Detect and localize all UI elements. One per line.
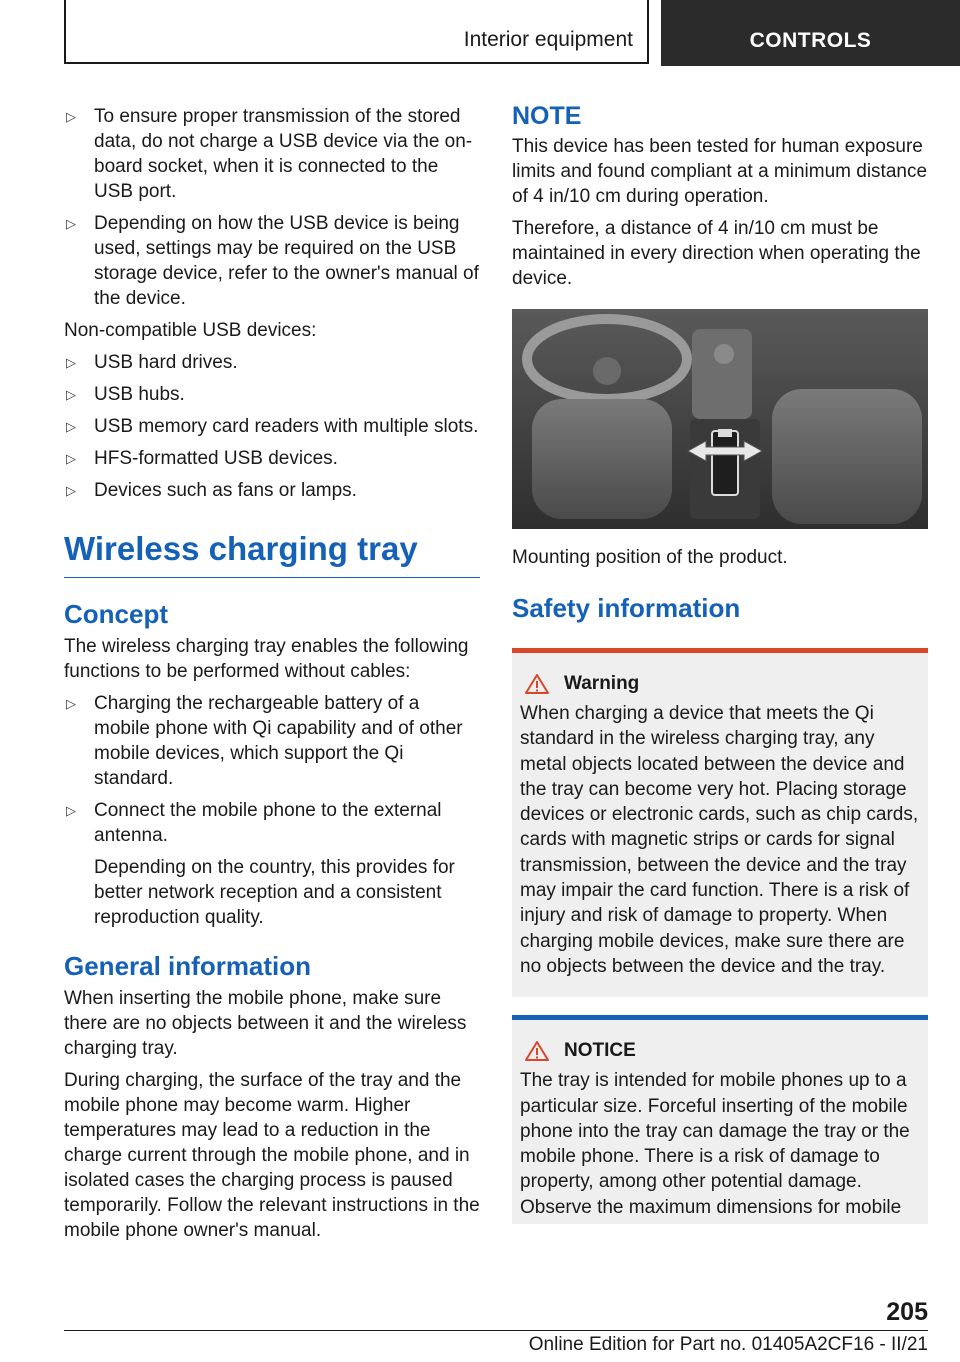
wireless-heading: Wireless charging tray xyxy=(64,529,480,578)
list-item: ▷ USB memory card readers with multiple slots. xyxy=(66,416,479,437)
footer-edition: Online Edition for Part no. 01405A2CF16 - II/21 xyxy=(528,1334,928,1355)
list-item: ▷ HFS-formatted USB devices. xyxy=(66,448,338,469)
car-interior-illustration xyxy=(512,309,928,529)
list-item: ▷ To ensure proper transmission of the stored data, do not charge a USB device via the on-board socket, when it is connected to the USB port. xyxy=(66,106,473,202)
noncompat-list xyxy=(64,350,480,503)
notice-text: The tray is intended for mobile phones up to a particular size. Forceful inserting of the mobile phone into the tray can damage the tray or the mobile phone. There is a risk of damage to property, among other potential damage. Observe the maximum dimensions for mobile xyxy=(520,1070,910,1218)
note-paragraph: This device has been tested for human exposure limits and found compliant at a minimum distance of 4 in/10 cm during operation. xyxy=(512,136,928,207)
noncompat-label: Non-compatible USB devices: xyxy=(64,320,317,341)
notice-triangle-icon xyxy=(524,1040,550,1062)
general-heading: General information xyxy=(64,951,312,981)
page-header xyxy=(64,0,960,66)
list-item: ▷ USB hard drives. xyxy=(66,352,238,373)
list-item: ▷ Charging the rechargeable battery of a mobile phone with Qi capability and of other mobile devices, which support the Qi standard. xyxy=(66,693,463,789)
chapter-tab xyxy=(661,0,960,66)
warning-title: Warning xyxy=(564,673,640,694)
triangle-bullet-icon: ▷ xyxy=(66,216,76,231)
right-column xyxy=(512,100,928,1224)
general-paragraph: When inserting the mobile phone, make sure there are no objects between it and the wireless charging tray. xyxy=(64,988,467,1059)
triangle-bullet-icon: ▷ xyxy=(66,483,76,498)
page-number: 205 xyxy=(886,1298,928,1326)
list-item: ▷ USB hubs. xyxy=(66,384,185,405)
general-paragraph: During charging, the surface of the tray and the mobile phone may become warm. Higher temperatures may lead to a reduction in the charge current through the mobile phone, and in isolated cases the charging process is paused temporarily. Follow the relevant instructions in the mobile phone owner's manual. xyxy=(64,1070,480,1241)
list-item: ▷ Connect the mobile phone to the external antenna. Depending on the country, this provides for better network reception and a consistent reproduction quality. xyxy=(64,798,480,930)
section-title: Interior equipment xyxy=(463,28,633,51)
note-paragraph: Therefore, a distance of 4 in/10 cm must be maintained in every direction when operating the device. xyxy=(512,218,921,289)
safety-heading: Safety information xyxy=(512,593,741,623)
warning-box xyxy=(512,648,928,997)
footer-divider xyxy=(64,1330,928,1331)
note-heading: NOTE xyxy=(512,102,582,130)
triangle-bullet-icon: ▷ xyxy=(66,451,76,466)
left-column xyxy=(64,104,480,1250)
notice-box xyxy=(512,1015,928,1224)
triangle-bullet-icon: ▷ xyxy=(66,387,76,402)
usb-bullet-list xyxy=(64,104,480,311)
triangle-bullet-icon: ▷ xyxy=(66,803,76,818)
concept-list xyxy=(64,691,480,930)
list-item: ▷ Devices such as fans or lamps. xyxy=(66,480,357,501)
concept-subtext: Depending on the country, this provides for better network reception and a consistent reproduction quality. xyxy=(94,857,455,928)
triangle-bullet-icon: ▷ xyxy=(66,696,76,711)
triangle-bullet-icon: ▷ xyxy=(66,109,76,124)
warning-triangle-icon xyxy=(524,673,550,695)
triangle-bullet-icon: ▷ xyxy=(66,355,76,370)
section-tab xyxy=(64,0,649,64)
list-item: ▷ Depending on how the USB device is being used, settings may be required on the USB storage device, refer to the owner's manual of the device. xyxy=(66,213,479,309)
concept-heading: Concept xyxy=(64,599,168,629)
chapter-title: CONTROLS xyxy=(749,29,872,52)
concept-intro: The wireless charging tray enables the following functions to be performed without cables: xyxy=(64,636,469,682)
mounting-position-image xyxy=(512,309,928,529)
notice-title: NOTICE xyxy=(564,1040,636,1062)
figure-caption: Mounting position of the product. xyxy=(512,547,788,568)
triangle-bullet-icon: ▷ xyxy=(66,419,76,434)
warning-text: When charging a device that meets the Qi standard in the wireless charging tray, any metal objects located between the device and the tray can become very hot. Placing storage devices or electronic cards, such as chip cards, cards with magnetic strips or cards for signal transmission, between the device and the tray may impair the card function. There is a risk of injury and risk of damage to property. When charging mobile devices, make sure there are no objects between the device and the tray. xyxy=(520,703,919,977)
